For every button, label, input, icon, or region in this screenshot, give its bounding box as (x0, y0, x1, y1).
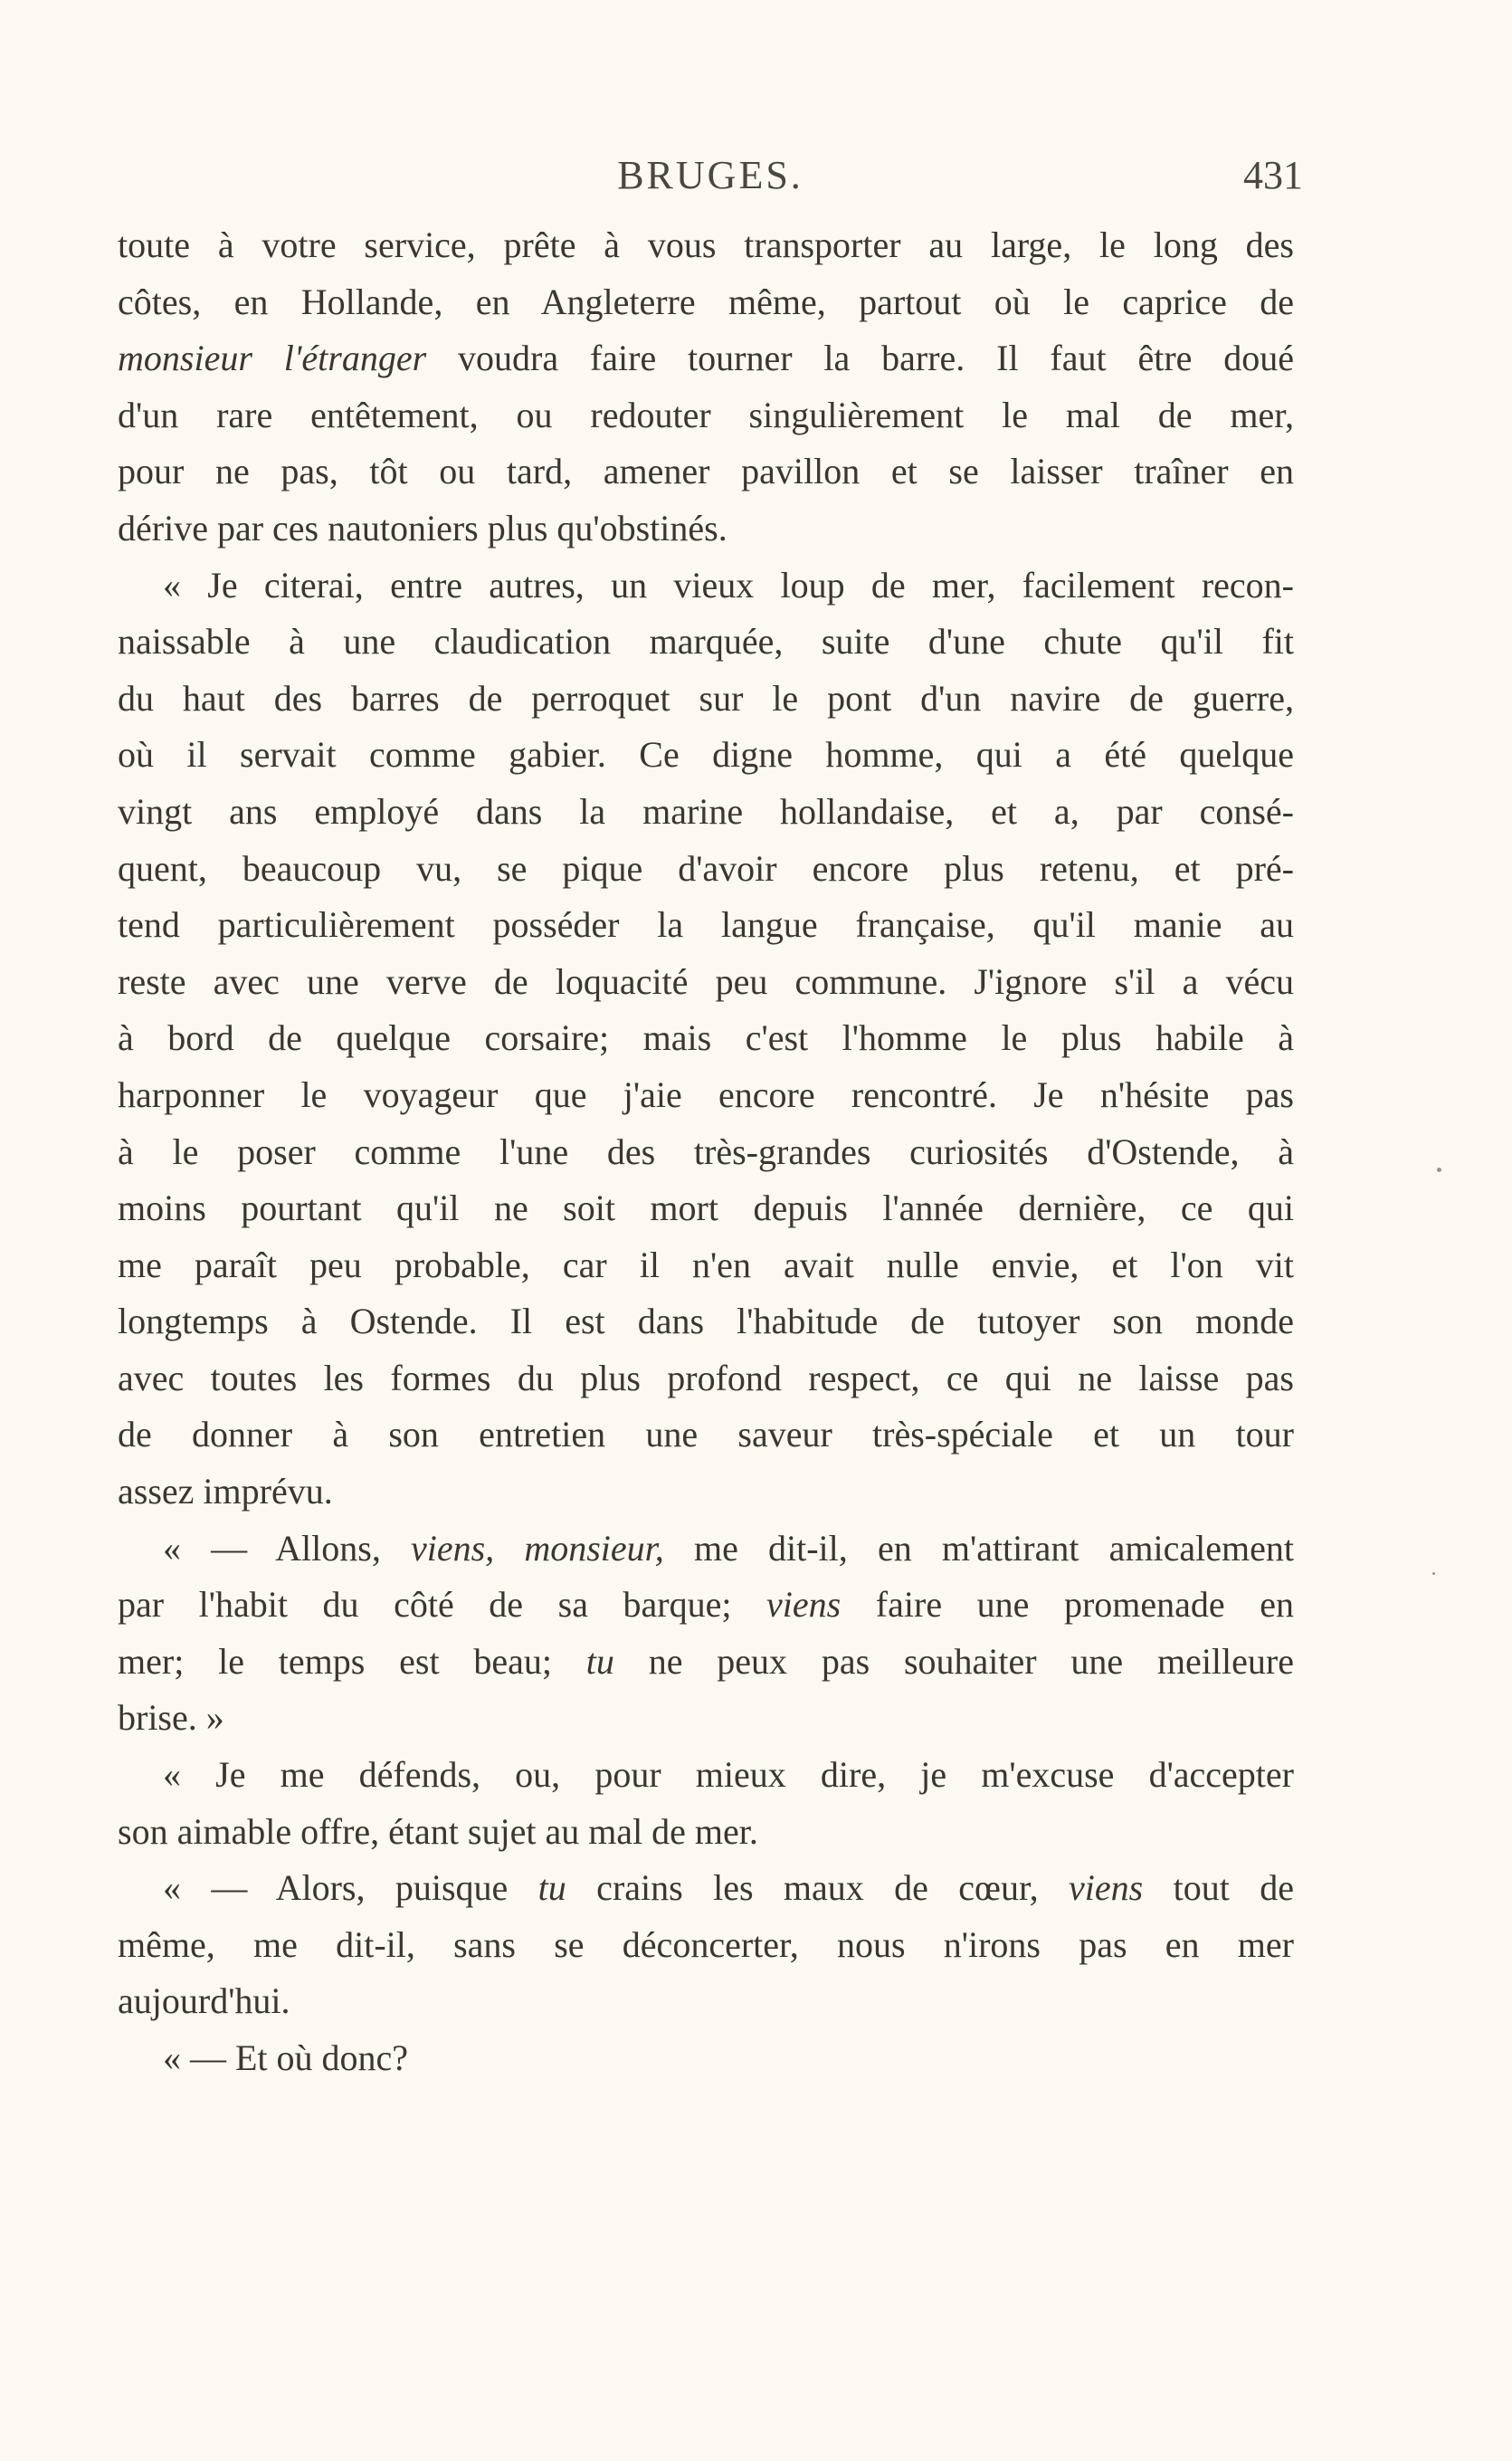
text-line (118, 784, 1294, 841)
italic-text: tu (585, 1640, 614, 1682)
text-segment: longtemps à Ostende. Il est dans l'habitude de tutoyer son monde (118, 1301, 1294, 1342)
text-segment: me dit-il, en m'attirant amicalement (663, 1527, 1294, 1569)
text-segment: harponner le voyageur que j'aie encore rencontré. Je n'hésite pas (118, 1073, 1294, 1115)
text-line (118, 1124, 1294, 1181)
text-segment: tend particulièrement posséder la langue française, qu'il manie au (118, 904, 1294, 946)
text-segment: « Je citerai, entre autres, un vieux loup de mer, facilement recon- (163, 564, 1294, 606)
text-segment: vingt ans employé dans la marine hollandaise, et a, par consé- (118, 790, 1294, 832)
text-line (118, 274, 1294, 331)
text-line (118, 1747, 1294, 1804)
text-line (118, 1407, 1294, 1464)
text-line (118, 1917, 1294, 1974)
text-line (118, 1180, 1294, 1237)
ink-speck (1432, 1572, 1435, 1575)
body-text (118, 217, 1294, 2087)
text-line (118, 954, 1294, 1011)
italic-text: monsieur l'étranger (118, 338, 427, 379)
text-line (118, 501, 1294, 558)
text-line (118, 671, 1294, 728)
page-number: 431 (1243, 153, 1303, 197)
text-segment: « — Alors, puisque (163, 1867, 538, 1909)
text-segment: pour ne pas, tôt ou tard, amener pavillon et se laisser traîner en (118, 451, 1294, 492)
text-segment: toute à votre service, prête à vous transporter au large, le long des (118, 224, 1294, 265)
text-segment: « — Et où donc? (163, 2037, 409, 2078)
text-segment: ne peux pas souhaiter une meilleure (613, 1640, 1294, 1682)
text-line (118, 444, 1294, 501)
text-line (118, 1521, 1294, 1578)
text-line (118, 1577, 1294, 1634)
text-line (118, 1464, 1294, 1521)
text-segment: à bord de quelque corsaire; mais c'est l'homme le plus habile à (118, 1017, 1294, 1059)
text-segment: tout de (1143, 1867, 1294, 1909)
text-line (118, 330, 1294, 387)
text-segment: mer; le temps est beau; (118, 1640, 586, 1682)
text-segment: du haut des barres de perroquet sur le pont d'un navire de guerre, (118, 677, 1294, 719)
italic-text: tu (537, 1867, 566, 1909)
italic-text: viens (1069, 1867, 1144, 1909)
text-line (118, 1804, 1294, 1861)
text-line (118, 1973, 1294, 2030)
text-line (118, 2030, 1294, 2087)
text-segment: brise. » (118, 1697, 224, 1739)
text-segment: voudra faire tourner la barre. Il faut être doué (426, 338, 1294, 379)
italic-text: viens, monsieur, (410, 1527, 664, 1569)
text-segment: d'un rare entêtement, ou redouter singulièrement le mal de mer, (118, 394, 1294, 435)
text-line (118, 1067, 1294, 1124)
italic-text: viens (766, 1584, 842, 1626)
text-segment: me paraît peu probable, car il n'en avait nulle envie, et l'on vit (118, 1244, 1294, 1285)
text-segment: moins pourtant qu'il ne soit mort depuis l'année dernière, ce qui (118, 1188, 1294, 1229)
text-line (118, 387, 1294, 444)
text-segment: où il servait comme gabier. Ce digne homme, qui a été quelque (118, 734, 1294, 776)
text-segment: aujourd'hui. (118, 1980, 290, 2022)
running-title: BRUGES. (617, 153, 804, 197)
text-line (118, 1237, 1294, 1294)
text-line (118, 1293, 1294, 1350)
text-line (118, 1350, 1294, 1407)
ink-speck (1437, 1168, 1441, 1172)
text-segment: même, me dit-il, sans se déconcerter, nous n'irons pas en mer (118, 1923, 1294, 1965)
text-segment: « — Allons, (163, 1527, 411, 1569)
text-line (118, 614, 1294, 671)
text-line (118, 1634, 1294, 1691)
text-segment: assez imprévu. (118, 1471, 333, 1512)
text-segment: côtes, en Hollande, en Angleterre même, partout où le caprice de (118, 281, 1294, 322)
text-segment: crains les maux de cœur, (566, 1867, 1070, 1909)
text-line (118, 841, 1294, 898)
text-line (118, 727, 1294, 784)
text-line (118, 897, 1294, 954)
text-line (118, 1010, 1294, 1067)
text-segment: reste avec une verve de loquacité peu commune. J'ignore s'il a vécu (118, 960, 1294, 1002)
text-line (118, 1690, 1294, 1747)
text-line (118, 1860, 1294, 1917)
text-segment: de donner à son entretien une saveur très-spéciale et un tour (118, 1414, 1294, 1455)
text-segment: par l'habit du côté de sa barque; (118, 1584, 767, 1626)
text-segment: « Je me défends, ou, pour mieux dire, je m'excuse d'accepter (163, 1754, 1294, 1796)
text-segment: avec toutes les formes du plus profond respect, ce qui ne laisse pas (118, 1357, 1294, 1398)
text-segment: à le poser comme l'une des très-grandes curiosités d'Ostende, à (118, 1130, 1294, 1172)
text-segment: quent, beaucoup vu, se pique d'avoir encore plus retenu, et pré- (118, 847, 1294, 889)
text-segment: naissable à une claudication marquée, suite d'une chute qu'il fit (118, 621, 1294, 663)
text-segment: faire une promenade en (841, 1584, 1294, 1626)
text-segment: son aimable offre, étant sujet au mal de mer. (118, 1810, 758, 1852)
running-head (118, 152, 1303, 206)
text-line (118, 558, 1294, 615)
text-line (118, 217, 1294, 274)
text-segment: dérive par ces nautoniers plus qu'obstinés. (118, 507, 727, 548)
